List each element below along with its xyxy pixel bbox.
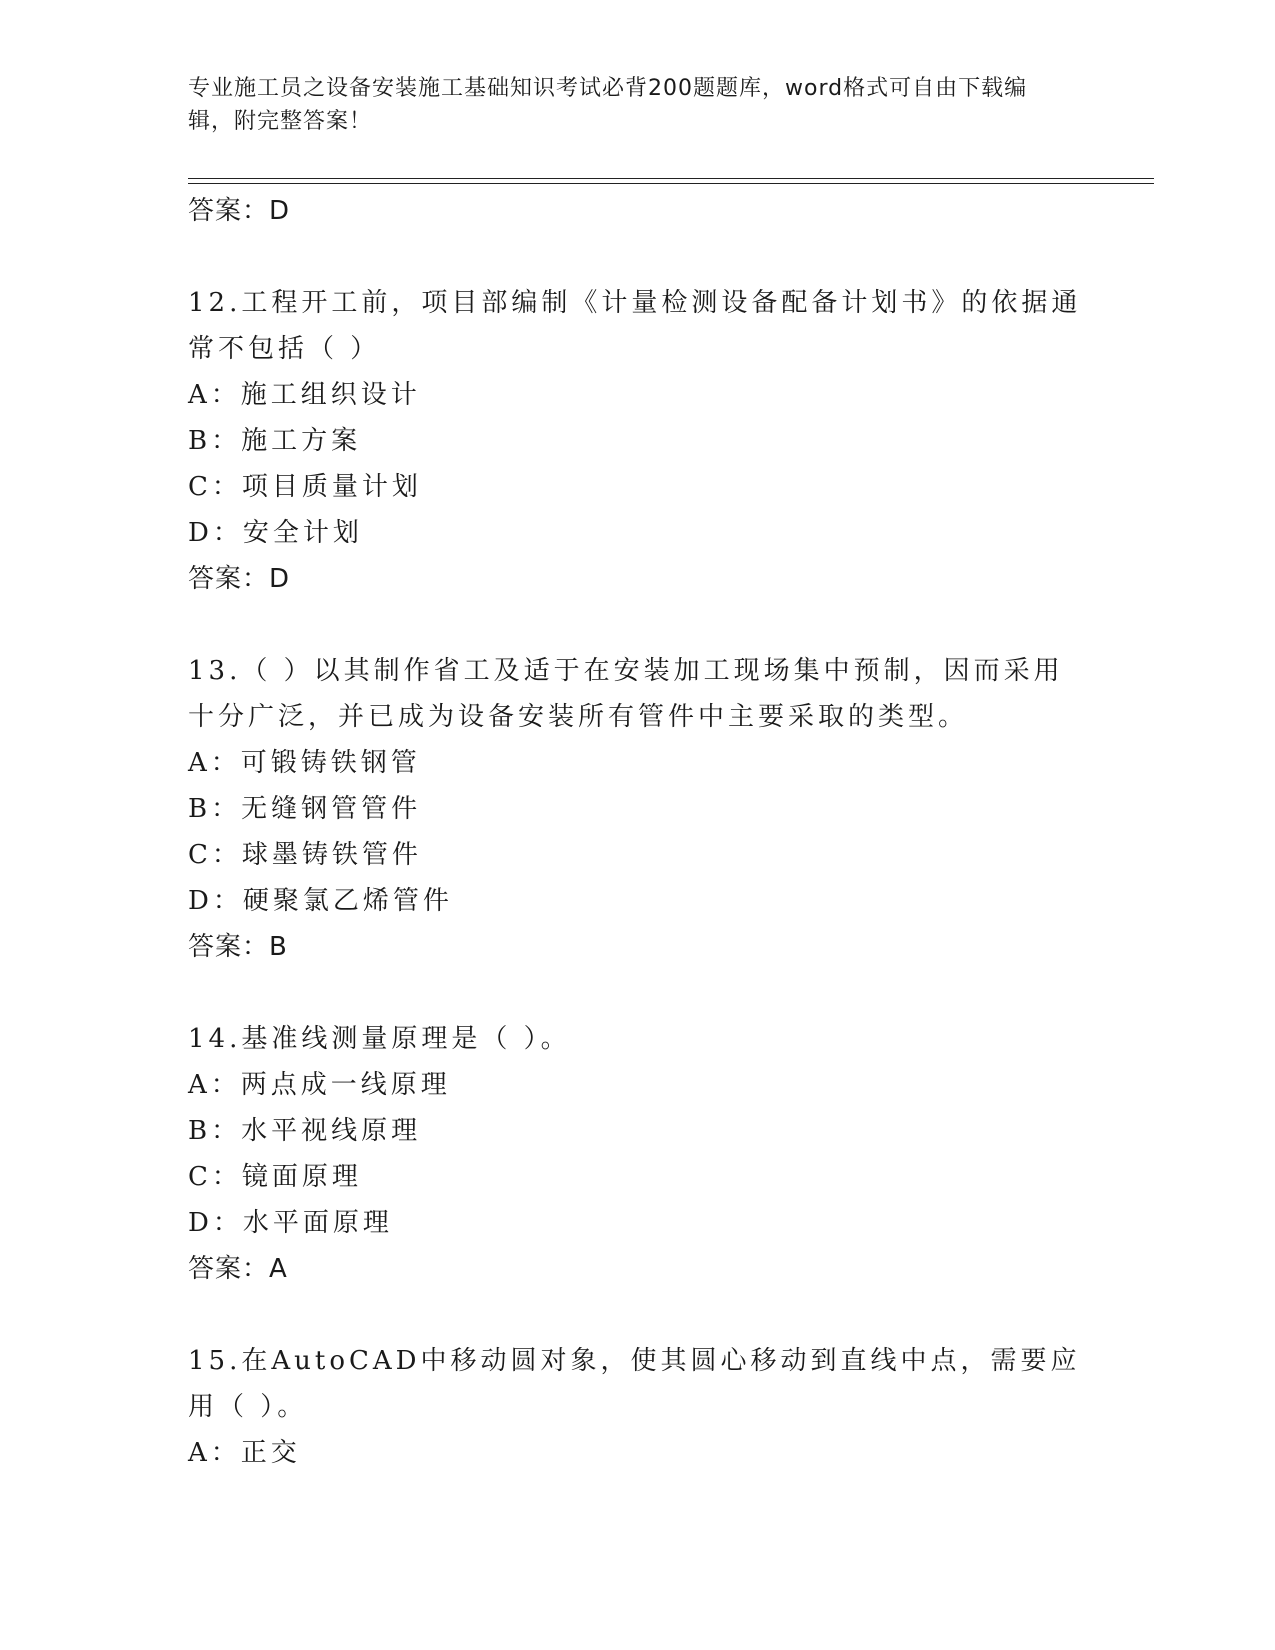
question-stem: 14.基准线测量原理是（ ）。 xyxy=(188,1024,571,1054)
answer-line: 答案：D xyxy=(188,564,291,594)
option-a: A：两点成一线原理 xyxy=(188,1070,451,1100)
question-13 xyxy=(188,648,1088,970)
option-c: C：球墨铸铁管件 xyxy=(188,840,422,870)
option-a: A：正交 xyxy=(188,1438,301,1468)
answer-line: 答案：D xyxy=(188,196,291,226)
option-b: B：无缝钢管管件 xyxy=(188,794,422,824)
option-b: B：施工方案 xyxy=(188,426,362,456)
question-stem: 13.（ ）以其制作省工及适于在安装加工现场集中预制，因而采用十分广泛，并已成为设备安装所有管件中主要采取的类型。 xyxy=(188,656,1064,732)
option-d: D：安全计划 xyxy=(188,518,363,548)
option-c: C：镜面原理 xyxy=(188,1162,362,1192)
question-15 xyxy=(188,1338,1088,1476)
option-d: D：水平面原理 xyxy=(188,1208,393,1238)
answer-line: 答案：A xyxy=(188,1254,288,1284)
option-a: A：施工组织设计 xyxy=(188,380,421,410)
document-header: 专业施工员之设备安装施工基础知识考试必背200题题库，word格式可自由下载编辑，附完整答案！ xyxy=(188,76,1028,134)
answer-line: 答案：B xyxy=(188,932,288,962)
header-rule-top xyxy=(188,178,1154,179)
header-rule-bottom xyxy=(188,183,1154,184)
option-a: A：可锻铸铁钢管 xyxy=(188,748,421,778)
question-stem: 15.在AutoCAD中移动圆对象，使其圆心移动到直线中点，需要应用（ ）。 xyxy=(188,1346,1081,1422)
question-list xyxy=(188,188,1088,1476)
question-stem: 12.工程开工前，项目部编制《计量检测设备配备计划书》的依据通常不包括（ ） xyxy=(188,288,1082,364)
option-b: B：水平视线原理 xyxy=(188,1116,422,1146)
question-14 xyxy=(188,1016,1088,1292)
question-12 xyxy=(188,280,1088,602)
option-c: C：项目质量计划 xyxy=(188,472,422,502)
option-d: D：硬聚氯乙烯管件 xyxy=(188,886,453,916)
